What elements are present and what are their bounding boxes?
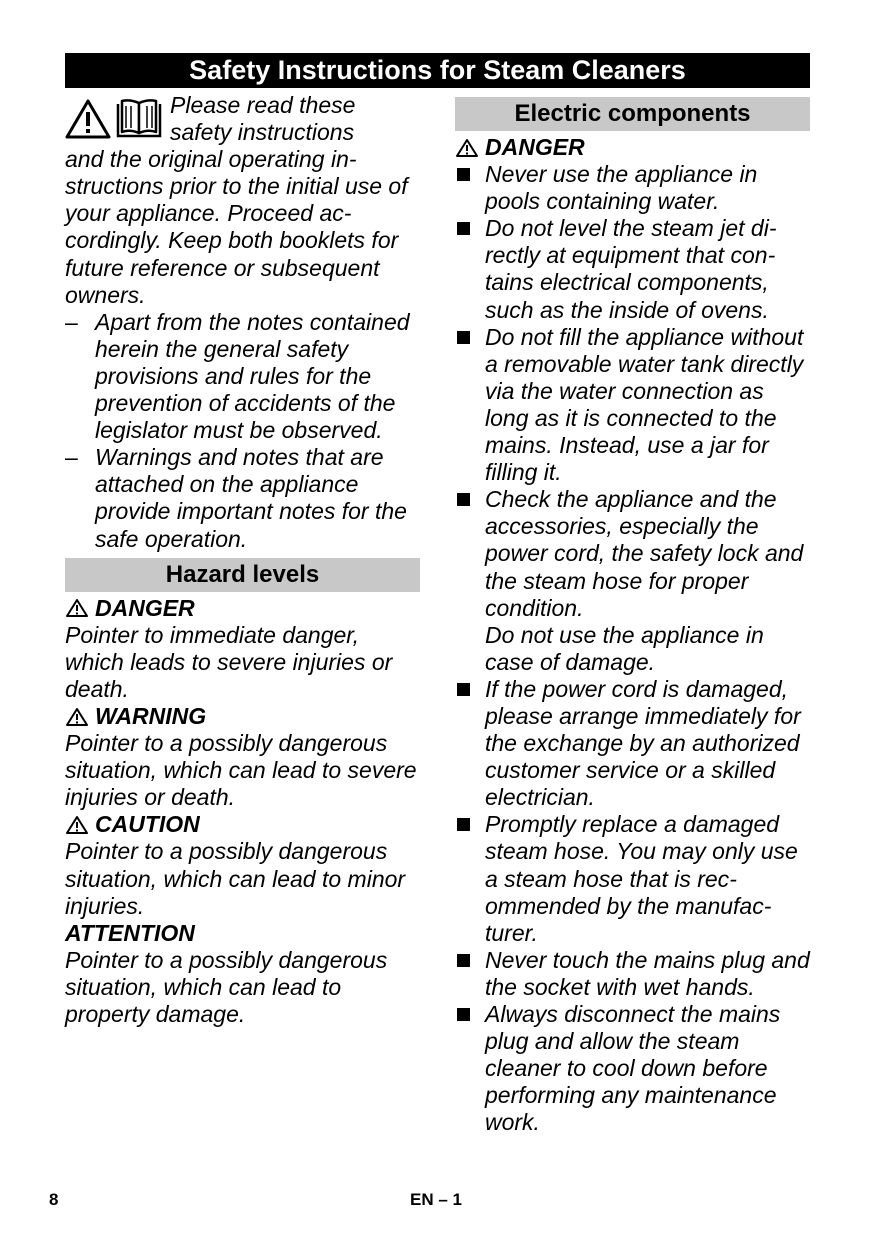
list-item-extra-text: Do not use the appliance in case of damage. bbox=[485, 621, 764, 675]
caution-description: Pointer to a possibly dangerous situation, which can lead to minor injuries. bbox=[65, 838, 406, 919]
warning-triangle-icon bbox=[65, 99, 111, 139]
list-item bbox=[455, 1001, 810, 1136]
intro-first-lines bbox=[170, 92, 355, 146]
list-item bbox=[455, 161, 810, 215]
square-bullet bbox=[457, 1008, 470, 1021]
danger-description: Pointer to immediate danger, which leads to severe injuries or death. bbox=[65, 621, 393, 702]
level-label-text: WARNING bbox=[95, 702, 207, 729]
level-label-text: CAUTION bbox=[95, 811, 200, 838]
list-item-text: Never use the appliance in pools containing water. bbox=[485, 161, 758, 215]
list-item bbox=[65, 444, 420, 552]
list-item-text: Never touch the mains plug and the socket with wet hands. bbox=[485, 946, 810, 1000]
manual-book-icon bbox=[114, 98, 164, 140]
list-item-text: Do not level the steam jet directly at equipment that contains electrical components, such as the inside of ovens. bbox=[485, 215, 777, 323]
list-item bbox=[455, 324, 810, 487]
attention-label bbox=[65, 920, 420, 947]
list-item-text: Check the appliance and the accessories, especially the power cord, the safety lock and the steam hose for proper condition. bbox=[485, 486, 804, 621]
list-item bbox=[455, 486, 810, 676]
square-bullet bbox=[457, 222, 470, 235]
electric-components-heading: Electric components bbox=[455, 97, 810, 131]
page-number: 8 bbox=[49, 1190, 59, 1209]
square-bullet bbox=[457, 954, 470, 967]
level-label-text: ATTENTION bbox=[65, 919, 195, 946]
list-item bbox=[65, 309, 420, 444]
square-bullet bbox=[457, 168, 470, 181]
caution-label bbox=[65, 811, 420, 838]
square-bullet bbox=[457, 331, 470, 344]
left-column bbox=[65, 92, 420, 1028]
page-footer-label: EN – 1 bbox=[410, 1190, 462, 1209]
list-item-text: Do not fill the appliance without a removable water tank directly via the water connection as long as it is connected to the mains. Instead, use a jar for filling it. bbox=[485, 323, 804, 486]
list-item bbox=[455, 811, 810, 946]
warning-triangle-icon bbox=[65, 815, 89, 835]
intro-header bbox=[65, 92, 420, 146]
list-item-text: If the power cord is damaged, please arrange immediately for the exchange by an authorized customer service or a skilled electrician. bbox=[485, 675, 801, 811]
square-bullet bbox=[457, 683, 470, 696]
square-bullet bbox=[457, 818, 470, 831]
intro-paragraph: and the original operating instructions prior to the initial use of your appliance. Proceed accordingly. Keep both booklets for future reference or subsequent owners. bbox=[65, 146, 408, 308]
square-bullet bbox=[457, 493, 470, 506]
page-title: Safety Instructions for Steam Cleaners bbox=[65, 53, 810, 88]
warning-description: Pointer to a possibly dangerous situation, which can lead to severe injuries or death. bbox=[65, 730, 417, 811]
intro-icons bbox=[65, 98, 164, 140]
dash-bullet: – bbox=[65, 444, 78, 471]
level-label-text: DANGER bbox=[485, 134, 585, 160]
intro-notes-list bbox=[65, 309, 420, 553]
warning-triangle-icon bbox=[65, 707, 89, 727]
list-item bbox=[455, 215, 810, 323]
intro-line-2: safety instructions bbox=[170, 119, 355, 146]
warning-label bbox=[65, 703, 420, 730]
dash-bullet: – bbox=[65, 308, 78, 335]
list-item-text: Always disconnect the mains plug and allow the steam cleaner to cool down before performing any maintenance work. bbox=[485, 1001, 781, 1136]
attention-description: Pointer to a possibly dangerous situation, which can lead to property damage. bbox=[65, 946, 388, 1027]
list-item bbox=[455, 947, 810, 1001]
level-label-text: DANGER bbox=[95, 594, 195, 621]
list-item-text: Promptly replace a damaged steam hose. You may only use a steam hose that is recommended by the manufacturer. bbox=[485, 811, 798, 946]
intro-line-1: Please read these bbox=[170, 92, 356, 118]
right-column bbox=[455, 92, 810, 1136]
list-item-text: Warnings and notes that are attached on the appliance provide important notes for the safe operation. bbox=[95, 444, 407, 552]
electric-safety-list bbox=[455, 161, 810, 1136]
electric-danger-label bbox=[455, 134, 810, 161]
danger-label bbox=[65, 595, 420, 622]
warning-triangle-icon bbox=[455, 138, 479, 158]
hazard-levels-heading: Hazard levels bbox=[65, 558, 420, 592]
list-item-text: Apart from the notes contained herein the general safety provisions and rules for the prevention of accidents of the legislator must be observed. bbox=[95, 308, 410, 444]
warning-triangle-icon bbox=[65, 598, 89, 618]
list-item bbox=[455, 676, 810, 811]
